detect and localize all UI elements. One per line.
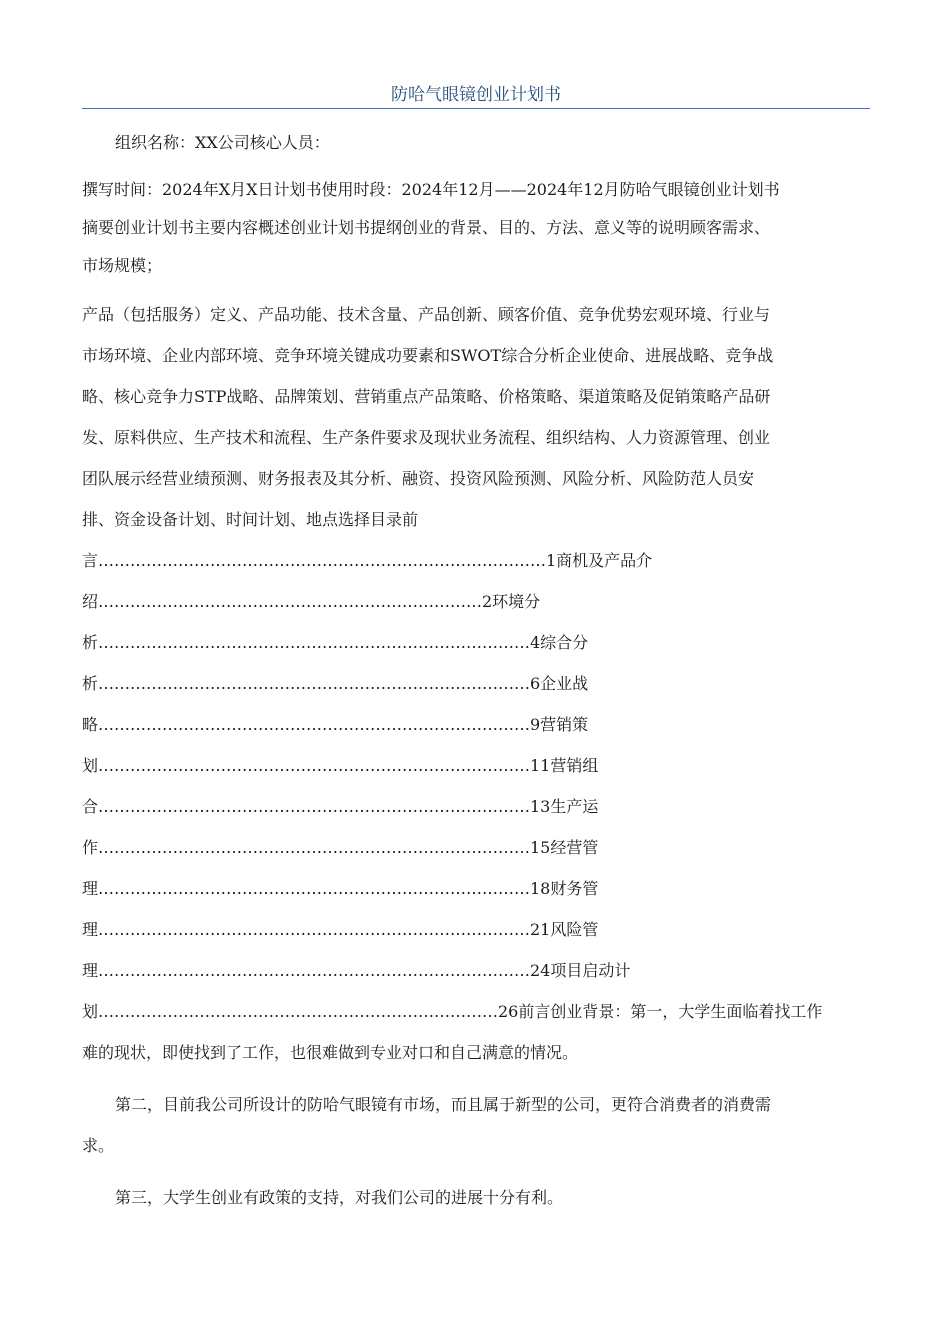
toc-entry: 合………………………………………………………………………13生产运 <box>82 797 599 816</box>
summary-line: 撰写时间：2024年X月X日计划书使用时段：2024年12月——2024年12月防哈气眼镜创业计划书 <box>82 180 780 199</box>
toc-entry: 绍………………………………………………………………2环境分 <box>82 592 541 611</box>
product-line: 团队展示经营业绩预测、财务报表及其分析、融资、投资风险预测、风险分析、风险防范人员安 <box>82 469 755 488</box>
product-line: 市场环境、企业内部环境、竞争环境关键成功要素和SWOT综合分析企业使命、进展战略、竞争战 <box>82 346 774 365</box>
toc-entry: 划………………………………………………………………………11营销组 <box>82 756 599 775</box>
document-body <box>82 124 870 1218</box>
toc-entry: 作………………………………………………………………………15经营管 <box>82 838 599 857</box>
summary-line: 市场规模； <box>82 256 163 275</box>
toc-entry: 划…………………………………………………………………26前言创业背景：第一，大学生面临着找工作 <box>82 1002 823 1021</box>
third-paragraph: 第三，大学生创业有政策的支持，对我们公司的进展十分有利。 <box>115 1188 564 1207</box>
product-line: 发、原料供应、生产技术和流程、生产条件要求及现状业务流程、组织结构、人力资源管理、创业 <box>82 428 771 447</box>
page-header-title: 防哈气眼镜创业计划书 <box>391 85 561 105</box>
org-line: 组织名称：XX公司核心人员： <box>115 133 330 152</box>
toc-entry: 略………………………………………………………………………9营销策 <box>82 715 589 734</box>
product-line: 略、核心竞争力STP战略、品牌策划、营销重点产品策略、价格策略、渠道策略及促销策略产品研 <box>82 387 771 406</box>
toc-entry: 理………………………………………………………………………24项目启动计 <box>82 961 631 980</box>
second-paragraph-line: 第二，目前我公司所设计的防哈气眼镜有市场，而且属于新型的公司，更符合消费者的消费需 <box>115 1095 772 1114</box>
product-line: 产品（包括服务）定义、产品功能、技术含量、产品创新、顾客价值、竞争优势宏观环境、行业与 <box>82 305 771 324</box>
toc-entry: 析………………………………………………………………………6企业战 <box>82 674 589 693</box>
toc-entry: 理………………………………………………………………………18财务管 <box>82 879 599 898</box>
toc-entry: 言…………………………………………………………………………1商机及产品介 <box>82 551 653 570</box>
summary-line: 摘要创业计划书主要内容概述创业计划书提纲创业的背景、目的、方法、意义等的说明顾客需求、 <box>82 218 771 237</box>
second-paragraph-line: 求。 <box>82 1136 115 1155</box>
header-divider <box>82 108 870 109</box>
table-of-contents <box>82 540 870 1032</box>
background-line: 难的现状，即使找到了工作，也很难做到专业对口和自己满意的情况。 <box>82 1043 579 1062</box>
product-line: 排、资金设备计划、时间计划、地点选择目录前 <box>82 510 419 529</box>
toc-entry: 理………………………………………………………………………21风险管 <box>82 920 599 939</box>
toc-entry: 析………………………………………………………………………4综合分 <box>82 633 589 652</box>
